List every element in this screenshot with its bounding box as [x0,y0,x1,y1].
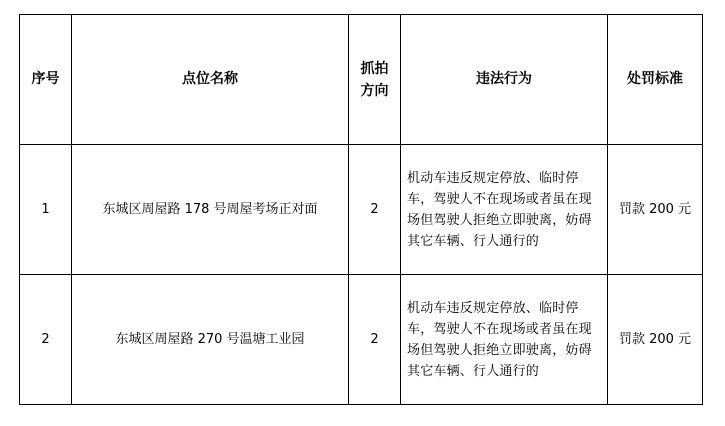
header-index: 序号 [20,15,72,145]
row-penalty: 罚款 200 元 [608,145,703,275]
row-location: 东城区周屋路 270 号温塘工业园 [72,275,349,405]
row-index: 2 [20,275,72,405]
violation-points-table [19,14,703,405]
header-violation: 违法行为 [401,15,608,145]
header-row [20,15,703,145]
row-direction: 2 [349,145,401,275]
row-penalty: 罚款 200 元 [608,275,703,405]
row-violation: 机动车违反规定停放、临时停车，驾驶人不在现场或者虽在现场但驾驶人拒绝立即驶离，妨碍其它车辆、行人通行的 [401,275,608,405]
header-direction-text: 抓拍方向 [360,60,389,99]
row-direction: 2 [349,275,401,405]
header-penalty: 处罚标准 [608,15,703,145]
header-direction [349,15,401,145]
row-location: 东城区周屋路 178 号周屋考场正对面 [72,145,349,275]
row-violation: 机动车违反规定停放、临时停车，驾驶人不在现场或者虽在现场但驾驶人拒绝立即驶离，妨碍其它车辆、行人通行的 [401,145,608,275]
header-location: 点位名称 [72,15,349,145]
row-index: 1 [20,145,72,275]
table-row [20,145,703,275]
table-row [20,275,703,405]
